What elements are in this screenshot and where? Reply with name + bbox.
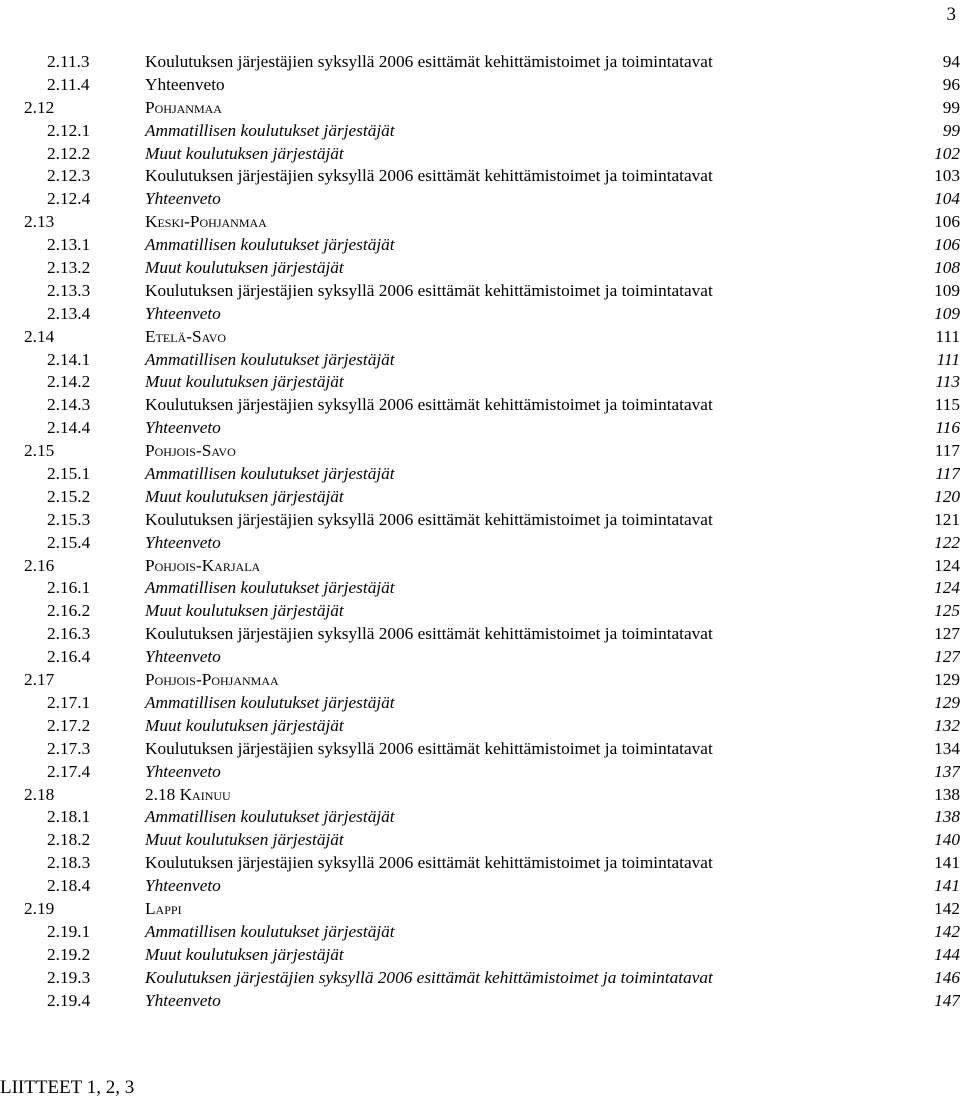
toc-subsection-row — [24, 165, 960, 188]
toc-entry-page: 117 — [935, 464, 960, 484]
toc-entry-title: Koulutuksen järjestäjien syksyllä 2006 esittämät kehittämistoimet ja toimintatavat — [145, 738, 713, 758]
toc-entry-number: 2.15 — [24, 441, 55, 461]
toc-subsection-row — [24, 600, 960, 623]
toc-subsection-row — [24, 944, 960, 967]
toc-entry-page: 142 — [934, 898, 960, 918]
toc-subsection-row — [24, 51, 960, 74]
toc-entry-title: Muut koulutuksen järjestäjät — [145, 944, 344, 964]
toc-entry-page: 120 — [934, 486, 960, 506]
toc-entry-page: 109 — [934, 303, 960, 323]
toc-subsection-row — [24, 188, 960, 211]
toc-entry-page: 102 — [934, 143, 960, 163]
toc-entry-title: Muut koulutuksen järjestäjät — [145, 486, 344, 506]
toc-entry-title: Muut koulutuksen järjestäjät — [145, 830, 344, 850]
toc-entry-page: 134 — [934, 738, 960, 758]
toc-entry-number: 2.16 — [24, 555, 55, 575]
toc-subsection-row — [24, 990, 960, 1013]
toc-entry-number: 2.14.2 — [47, 372, 91, 392]
toc-entry-number: 2.14.3 — [47, 395, 91, 415]
toc-entry-number: 2.13.2 — [47, 258, 91, 278]
toc-entry-number: 2.15.2 — [47, 486, 91, 506]
toc-section-row — [24, 440, 960, 463]
toc-subsection-row — [24, 577, 960, 600]
toc-entry-title: Koulutuksen järjestäjien syksyllä 2006 esittämät kehittämistoimet ja toimintatavat — [145, 853, 713, 873]
toc-entry-page: 127 — [934, 624, 960, 644]
toc-entry-title: 2.18 Kainuu — [145, 784, 231, 804]
toc-entry-page: 124 — [934, 578, 960, 598]
toc-entry-page: 138 — [934, 784, 960, 804]
toc-entry-page: 111 — [936, 349, 960, 369]
toc-entry-page: 129 — [934, 670, 960, 690]
toc-entry-page: 116 — [935, 418, 960, 438]
toc-section-row — [24, 784, 960, 807]
toc-entry-title: Muut koulutuksen järjestäjät — [145, 715, 344, 735]
toc-subsection-row — [24, 967, 960, 990]
toc-entry-title: Lappi — [145, 898, 182, 918]
toc-entry-number: 2.16.4 — [47, 647, 91, 667]
toc-entry-page: 106 — [934, 212, 960, 232]
toc-subsection-row — [24, 532, 960, 555]
toc-entry-page: 146 — [934, 967, 960, 987]
toc-subsection-row — [24, 257, 960, 280]
toc-entry-number: 2.11.4 — [47, 74, 90, 94]
toc-entry-number: 2.17.1 — [47, 692, 91, 712]
toc-entry-title: Koulutuksen järjestäjien syksyllä 2006 esittämät kehittämistoimet ja toimintatavat — [145, 967, 713, 987]
toc-entry-page: 127 — [934, 647, 960, 667]
toc-entry-number: 2.18.1 — [47, 807, 91, 827]
toc-entry-title: Yhteenveto — [145, 532, 221, 552]
toc-entry-title: Ammatillisen koulutukset järjestäjät — [145, 807, 395, 827]
toc-entry-number: 2.11.3 — [47, 52, 90, 71]
toc-entry-page: 94 — [942, 52, 960, 71]
toc-entry-title: Koulutuksen järjestäjien syksyllä 2006 esittämät kehittämistoimet ja toimintatavat — [145, 624, 713, 644]
toc-entry-page: 96 — [942, 74, 960, 94]
toc-entry-title: Ammatillisen koulutukset järjestäjät — [145, 692, 395, 712]
toc-entry-page: 132 — [934, 715, 960, 735]
toc-subsection-row — [24, 715, 960, 738]
toc-entry-number: 2.13 — [24, 212, 55, 232]
toc-entry-number: 2.12.2 — [47, 143, 91, 163]
toc-entry-number: 2.18.3 — [47, 853, 91, 873]
toc-entry-title: Etelä-Savo — [145, 326, 227, 346]
toc-entry-number: 2.16.2 — [47, 601, 91, 621]
toc-entry-number: 2.12.4 — [47, 189, 91, 209]
toc-entry-page: 125 — [934, 601, 960, 621]
toc-entry-page: 121 — [934, 509, 960, 529]
toc-subsection-row — [24, 417, 960, 440]
toc-entry-number: 2.17 — [24, 670, 55, 690]
toc-entry-title: Yhteenveto — [145, 418, 221, 438]
toc-entry-number: 2.14 — [24, 326, 55, 346]
toc-subsection-row — [24, 234, 960, 257]
toc-subsection-row — [24, 921, 960, 944]
toc-entry-title: Yhteenveto — [145, 189, 221, 209]
toc-entry-page: 99 — [942, 97, 960, 117]
toc-entry-page: 122 — [934, 532, 960, 552]
toc-entry-number: 2.14.4 — [47, 418, 91, 438]
toc-section-row — [24, 326, 960, 349]
toc-subsection-row — [24, 509, 960, 532]
toc-subsection-row — [24, 646, 960, 669]
toc-entry-title: Koulutuksen järjestäjien syksyllä 2006 esittämät kehittämistoimet ja toimintatavat — [145, 280, 713, 300]
toc-entry-page: 141 — [934, 853, 960, 873]
toc-entry-page: 106 — [934, 235, 960, 255]
toc-entry-number: 2.19 — [24, 898, 55, 918]
toc-section-row — [24, 555, 960, 578]
toc-entry-page: 115 — [934, 395, 960, 415]
toc-entry-page: 103 — [934, 166, 960, 186]
toc-entry-number: 2.16.1 — [47, 578, 91, 598]
toc-subsection-row — [24, 143, 960, 166]
toc-entry-title: Koulutuksen järjestäjien syksyllä 2006 esittämät kehittämistoimet ja toimintatavat — [145, 395, 713, 415]
toc-entry-title: Yhteenveto — [145, 303, 221, 323]
toc-entry-number: 2.14.1 — [47, 349, 91, 369]
toc-entry-title: Ammatillisen koulutukset järjestäjät — [145, 464, 395, 484]
toc-entry-title: Muut koulutuksen järjestäjät — [145, 258, 344, 278]
toc-entry-page: 111 — [935, 326, 960, 346]
page-number: 3 — [946, 4, 956, 25]
toc-entry-title: Ammatillisen koulutukset järjestäjät — [145, 235, 395, 255]
toc-entry-number: 2.17.2 — [47, 715, 91, 735]
toc-subsection-row — [24, 280, 960, 303]
toc-entry-title: Yhteenveto — [145, 647, 221, 667]
toc-entry-page: 138 — [934, 807, 960, 827]
toc-entry-number: 2.13.4 — [47, 303, 91, 323]
toc-entry-page: 117 — [934, 441, 960, 461]
toc-entry-title: Pohjois-Karjala — [145, 555, 261, 575]
toc-entry-number: 2.17.3 — [47, 738, 91, 758]
toc-entry-number: 2.15.4 — [47, 532, 91, 552]
toc-entry-title: Yhteenveto — [145, 761, 221, 781]
toc-entry-title: Muut koulutuksen järjestäjät — [145, 601, 344, 621]
toc-entry-number: 2.18.2 — [47, 830, 91, 850]
toc-entry-number: 2.18.4 — [47, 876, 91, 896]
toc-entry-page: 113 — [935, 372, 960, 392]
toc-entry-title: Pohjois-Pohjanmaa — [145, 670, 279, 690]
toc-entry-title: Muut koulutuksen järjestäjät — [145, 143, 344, 163]
toc-entry-title: Yhteenveto — [145, 990, 221, 1010]
toc-entry-page: 124 — [934, 555, 960, 575]
toc-entry-page: 99 — [942, 120, 960, 140]
toc-entry-number: 2.19.4 — [47, 990, 91, 1010]
toc-entry-page: 144 — [934, 944, 960, 964]
toc-subsection-row — [24, 463, 960, 486]
toc-subsection-row — [24, 875, 960, 898]
toc-entry-title: Koulutuksen järjestäjien syksyllä 2006 esittämät kehittämistoimet ja toimintatavat — [145, 52, 713, 71]
toc-entry-page: 137 — [934, 761, 960, 781]
toc-entry-title: Yhteenveto — [145, 74, 225, 94]
toc-subsection-row — [24, 303, 960, 326]
toc-entry-title: Koulutuksen järjestäjien syksyllä 2006 esittämät kehittämistoimet ja toimintatavat — [145, 166, 713, 186]
toc-entry-title: Ammatillisen koulutukset järjestäjät — [145, 578, 395, 598]
toc-entry-title: Pohjois-Savo — [145, 441, 236, 461]
toc-subsection-row — [24, 738, 960, 761]
toc-entry-page: 140 — [934, 830, 960, 850]
toc-entry-page: 129 — [934, 692, 960, 712]
toc-subsection-row — [24, 486, 960, 509]
toc-entry-title: Ammatillisen koulutukset järjestäjät — [145, 349, 395, 369]
toc-subsection-row — [24, 806, 960, 829]
toc-entry-page: 104 — [934, 189, 960, 209]
toc-entry-number: 2.12.3 — [47, 166, 91, 186]
toc-section-row — [24, 211, 960, 234]
toc-entry-number: 2.19.1 — [47, 921, 91, 941]
toc-entry-title: Keski-Pohjanmaa — [145, 212, 267, 232]
toc-entry-number: 2.13.1 — [47, 235, 91, 255]
toc-subsection-row — [24, 692, 960, 715]
appendix-heading: LIITTEET 1, 2, 3 — [0, 1077, 135, 1098]
toc-entry-number: 2.16.3 — [47, 624, 91, 644]
toc-section-row — [24, 97, 960, 120]
toc-subsection-row — [24, 371, 960, 394]
toc-entry-title: Ammatillisen koulutukset järjestäjät — [145, 120, 395, 140]
table-of-contents — [24, 51, 960, 1012]
toc-entry-page: 141 — [934, 876, 960, 896]
toc-entry-title: Yhteenveto — [145, 876, 221, 896]
toc-entry-number: 2.18 — [24, 784, 55, 804]
toc-entry-number: 2.12.1 — [47, 120, 91, 140]
toc-subsection-row — [24, 394, 960, 417]
toc-subsection-row — [24, 852, 960, 875]
toc-entry-number: 2.19.3 — [47, 967, 91, 987]
toc-subsection-row — [24, 120, 960, 143]
toc-entry-page: 108 — [934, 258, 960, 278]
toc-subsection-row — [24, 761, 960, 784]
toc-entry-page: 147 — [934, 990, 960, 1010]
toc-subsection-row — [24, 829, 960, 852]
toc-entry-number: 2.15.1 — [47, 464, 91, 484]
toc-section-row — [24, 669, 960, 692]
toc-section-row — [24, 898, 960, 921]
toc-entry-number: 2.13.3 — [47, 280, 91, 300]
toc-entry-page: 109 — [934, 280, 960, 300]
toc-entry-title: Ammatillisen koulutukset järjestäjät — [145, 921, 395, 941]
toc-entry-title: Pohjanmaa — [145, 97, 222, 117]
toc-entry-number: 2.12 — [24, 97, 55, 117]
toc-entry-page: 142 — [934, 921, 960, 941]
toc-entry-number: 2.15.3 — [47, 509, 91, 529]
toc-subsection-row — [24, 74, 960, 97]
toc-subsection-row — [24, 349, 960, 372]
toc-entry-title: Muut koulutuksen järjestäjät — [145, 372, 344, 392]
toc-subsection-row — [24, 623, 960, 646]
toc-entry-title: Koulutuksen järjestäjien syksyllä 2006 esittämät kehittämistoimet ja toimintatavat — [145, 509, 713, 529]
toc-entry-number: 2.17.4 — [47, 761, 91, 781]
toc-entry-number: 2.19.2 — [47, 944, 91, 964]
